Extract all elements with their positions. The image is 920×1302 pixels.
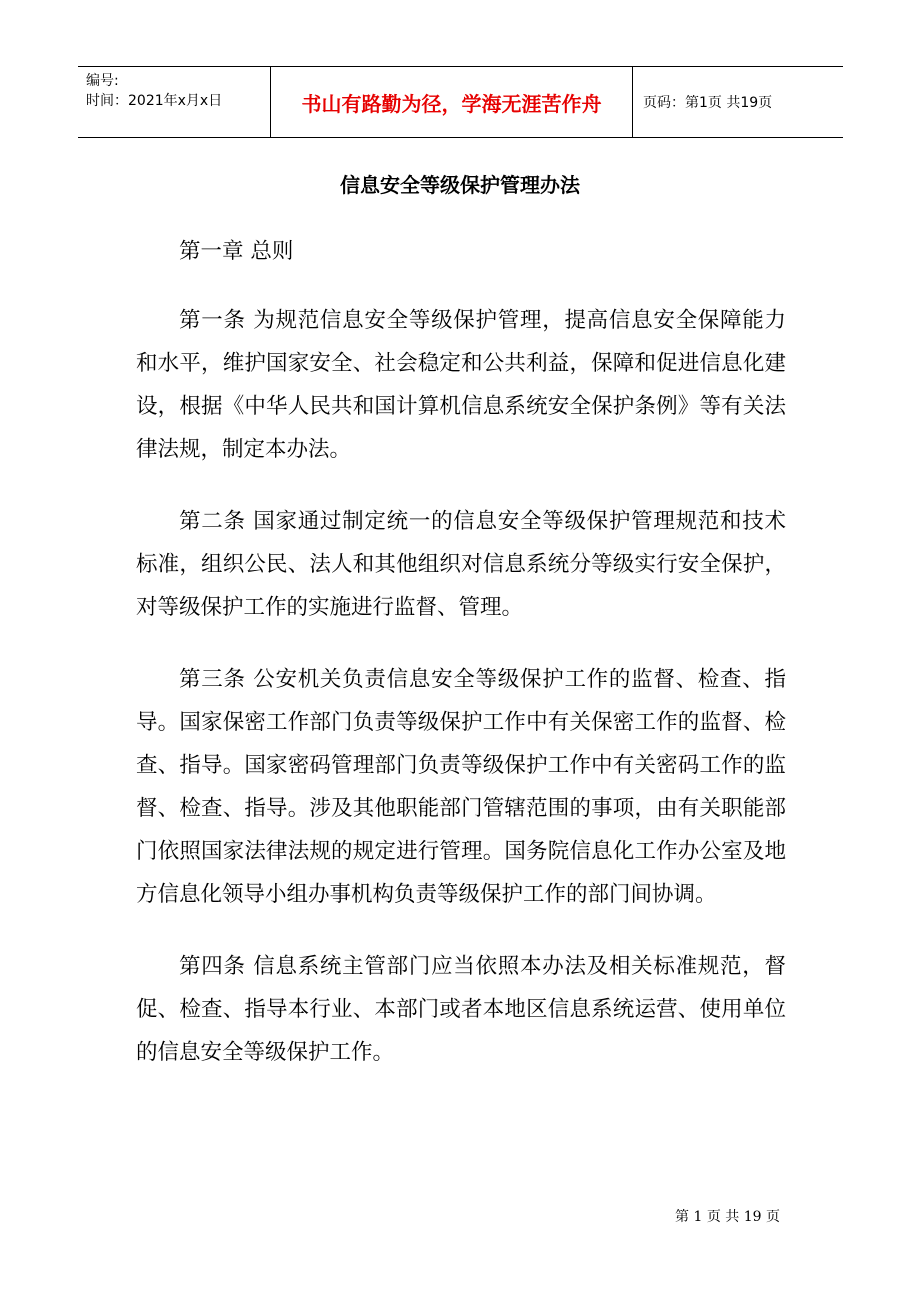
time-label: 时间：2021年x月x日: [86, 93, 223, 109]
page-footer: 第 1 页 共 19 页: [675, 1209, 780, 1225]
article-paragraph: 第三条 公安机关负责信息安全等级保护工作的监督、检查、指导。国家保密工作部门负责等级保护工作中有关保密工作的监督、检查、指导。国家密码管理部门负责等级保护工作中有关密码工作的监督、检查、指导。涉及其他职能部门管辖范围的事项，由有关职能部门依照国家法律法规的规定进行管理。国务院信息化工作办公室及地方信息化领导小组办事机构负责等级保护工作的部门间协调。: [136, 667, 786, 907]
number-label: 编号:: [86, 73, 119, 89]
document-title: 信息安全等级保护管理办法: [340, 173, 580, 197]
header-page-info: 页码：第1页 共19页: [643, 95, 773, 111]
page-header: [78, 66, 843, 138]
article-paragraph: 第一条 为规范信息安全等级保护管理，提高信息安全保障能力和水平，维护国家安全、社会稳定和公共利益，保障和促进信息化建设，根据《中华人民共和国计算机信息系统安全保护条例》等有关法律法规，制定本办法。: [136, 308, 786, 462]
header-meta-cell: [78, 67, 271, 137]
article-paragraph: 第二条 国家通过制定统一的信息安全等级保护管理规范和技术标准，组织公民、法人和其他组织对信息系统分等级实行安全保护，对等级保护工作的实施进行监督、管理。: [136, 509, 786, 620]
chapter-heading: 第一章 总则: [179, 239, 294, 264]
document-body: [136, 230, 786, 1103]
header-motto: 书山有路勤为径，学海无涯苦作舟: [271, 67, 633, 137]
article-paragraph: 第四条 信息系统主管部门应当依照本办法及相关标准规范，督促、检查、指导本行业、本部门或者本地区信息系统运营、使用单位的信息安全等级保护工作。: [136, 954, 786, 1065]
